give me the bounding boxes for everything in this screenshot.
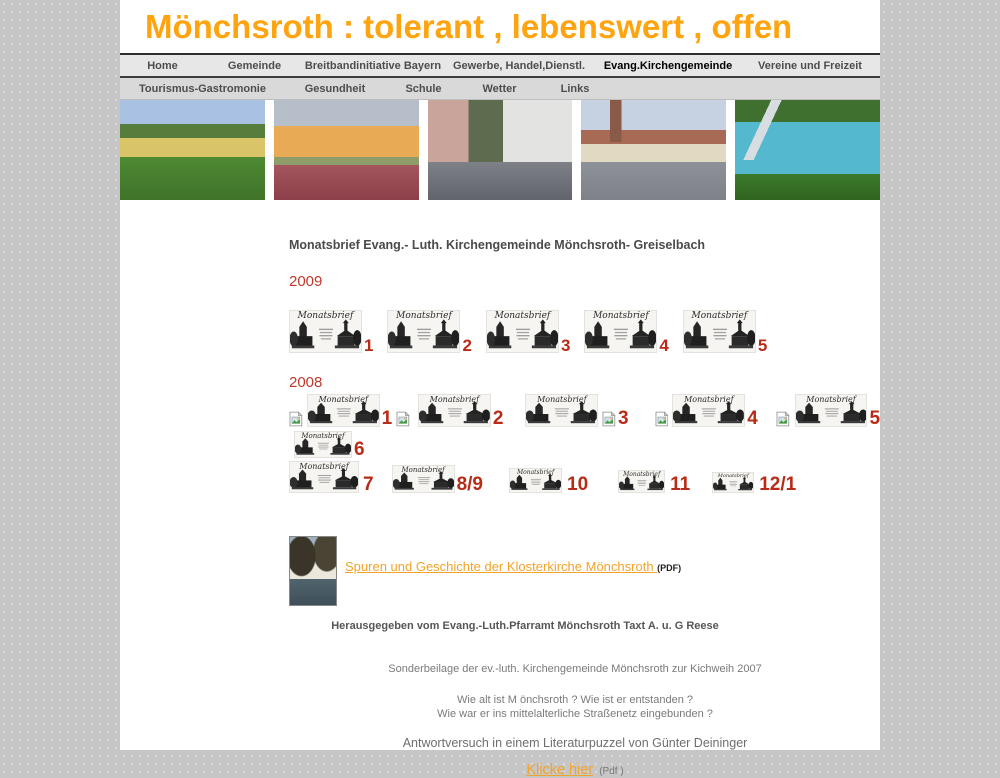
page-title: Monatsbrief Evang.- Luth. Kirchengemeinde Mönchsroth- Greiselbach <box>289 238 706 252</box>
monatsbrief-link[interactable]: 1 <box>381 407 393 429</box>
village-street-photo <box>428 100 573 200</box>
monatsbrief-thumbnail[interactable]: Monatsbrief <box>486 310 559 353</box>
nav-item-vereine[interactable]: Vereine und Freizeit <box>758 59 862 72</box>
monatsbrief-thumbnail[interactable]: Monatsbrief <box>795 394 868 427</box>
site-header <box>120 0 880 55</box>
monatsbrief-link[interactable]: 2 <box>492 407 504 429</box>
monatsbrief-thumbnail[interactable]: Monatsbrief <box>289 461 359 493</box>
monatsbrief-row-2009 <box>289 310 880 353</box>
school-building-photo <box>274 100 419 200</box>
nav-row-2 <box>120 78 880 100</box>
monatsbrief-thumbnail[interactable]: Monatsbrief <box>618 470 665 493</box>
monatsbrief-link[interactable]: 2 <box>462 335 472 355</box>
monatsbrief-thumbnail[interactable]: Monatsbrief <box>392 465 455 493</box>
broken-image-icon[interactable] <box>602 411 616 427</box>
monatsbrief-thumbnail[interactable]: Monatsbrief <box>525 394 598 427</box>
monatsbrief-thumbnail[interactable]: Monatsbrief <box>584 310 657 353</box>
monatsbrief-link[interactable]: 3 <box>560 335 571 355</box>
nav-item-wetter[interactable]: Wetter <box>482 82 517 95</box>
site-title: Mönchsroth : tolerant , lebenswert , offen <box>145 8 793 45</box>
monatsbrief-link[interactable]: 5 <box>757 335 768 355</box>
monatsbrief-thumbnail[interactable]: Monatsbrief <box>307 394 380 427</box>
klosterkirche-block <box>289 536 880 606</box>
monatsbrief-link[interactable]: 6 <box>354 438 365 460</box>
monatsbrief-thumbnail[interactable]: Monatsbrief <box>509 468 562 493</box>
monatsbrief-thumbnail[interactable]: Monatsbrief <box>683 310 756 353</box>
main-content <box>120 200 880 606</box>
monatsbrief-link[interactable]: 8/9 <box>456 473 483 495</box>
church-photo <box>581 100 726 200</box>
publisher-line: Herausgegeben vom Evang.-Luth.Pfarramt Mönchsroth Taxt A. u. G Reese <box>331 620 719 632</box>
monatsbrief-row-2008-2 <box>289 431 880 458</box>
broken-image-icon[interactable] <box>655 411 669 427</box>
sonderbeilage-line: Sonderbeilage der ev.-luth. Kirchengemeinde Mönchsroth zur Kichweih 2007 <box>388 663 762 675</box>
nav-item-gesundheit[interactable]: Gesundheit <box>304 82 366 95</box>
monatsbrief-thumbnail[interactable]: Monatsbrief <box>387 310 460 353</box>
monatsbrief-link[interactable]: 10 <box>567 473 589 495</box>
monatsbrief-link[interactable]: 5 <box>869 407 881 429</box>
question-line-1: Wie alt ist M önchsroth ? Wie ist er entstanden ? <box>457 694 693 706</box>
page-container <box>120 0 881 778</box>
klosterkirche-text <box>345 558 681 576</box>
klicke-hier-link[interactable]: Klicke hier <box>526 762 594 778</box>
nav-row-1 <box>120 55 880 78</box>
pdf-label: (PDF) <box>657 563 682 573</box>
nav-item-gewerbe[interactable]: Gewerbe, Handel,Dienstl. <box>452 59 586 72</box>
nav-item-home[interactable]: Home <box>147 59 178 72</box>
nav-item-breitbandinitiative[interactable]: Breitbandinitiative Bayern <box>304 59 442 72</box>
broken-image-icon[interactable] <box>289 411 303 427</box>
nav-item-gemeinde[interactable]: Gemeinde <box>227 59 282 72</box>
monatsbrief-link[interactable]: 12/1 <box>759 473 797 495</box>
monatsbrief-link[interactable]: 4 <box>747 407 758 429</box>
klosterkirche-photo[interactable] <box>289 536 337 606</box>
klosterkirche-pdf-link[interactable]: Spuren und Geschichte der Klosterkirche Mönchsroth <box>345 559 658 574</box>
monatsbrief-thumbnail[interactable]: Monatsbrief <box>294 431 352 458</box>
nav-item-links[interactable]: Links <box>560 82 590 95</box>
nav-item-evang-kirchengemeinde-active[interactable]: Evang.Kirchengemeinde <box>603 59 733 72</box>
klicke-hier-row <box>120 762 880 778</box>
monatsbrief-row-2008-3 <box>289 461 880 493</box>
antwortversuch-line: Antwortversuch in einem Literaturpuzzel von Günter Deininger <box>402 736 748 750</box>
monatsbrief-thumbnail[interactable]: Monatsbrief <box>712 472 754 493</box>
photo-banner <box>120 100 880 200</box>
monatsbrief-link[interactable]: 11 <box>670 473 691 495</box>
monatsbrief-link[interactable]: 7 <box>363 473 374 495</box>
swimming-pool-photo <box>735 100 880 200</box>
monatsbrief-link[interactable]: 3 <box>618 407 629 429</box>
monatsbrief-thumbnail[interactable]: Monatsbrief <box>418 394 491 427</box>
monatsbrief-thumbnail[interactable]: Monatsbrief <box>672 394 745 427</box>
question-line-2: Wie war er ins mittelalterliche Straßenetz eingebunden ? <box>437 708 713 720</box>
village-hall-photo <box>120 100 265 200</box>
monatsbrief-row-2008-1 <box>289 394 880 427</box>
pdf-small-label: (Pdf ) <box>599 766 624 777</box>
broken-image-icon[interactable] <box>776 411 790 427</box>
year-heading-2009: 2009 <box>289 273 323 290</box>
year-heading-2008: 2008 <box>289 374 323 391</box>
nav-item-schule[interactable]: Schule <box>405 82 442 95</box>
nav-item-tourismus[interactable]: Tourismus-Gastromonie <box>139 82 266 95</box>
broken-image-icon[interactable] <box>396 411 410 427</box>
monatsbrief-thumbnail[interactable]: Monatsbrief <box>289 310 362 353</box>
monatsbrief-link[interactable]: 1 <box>364 335 374 355</box>
monatsbrief-link[interactable]: 4 <box>659 335 669 355</box>
